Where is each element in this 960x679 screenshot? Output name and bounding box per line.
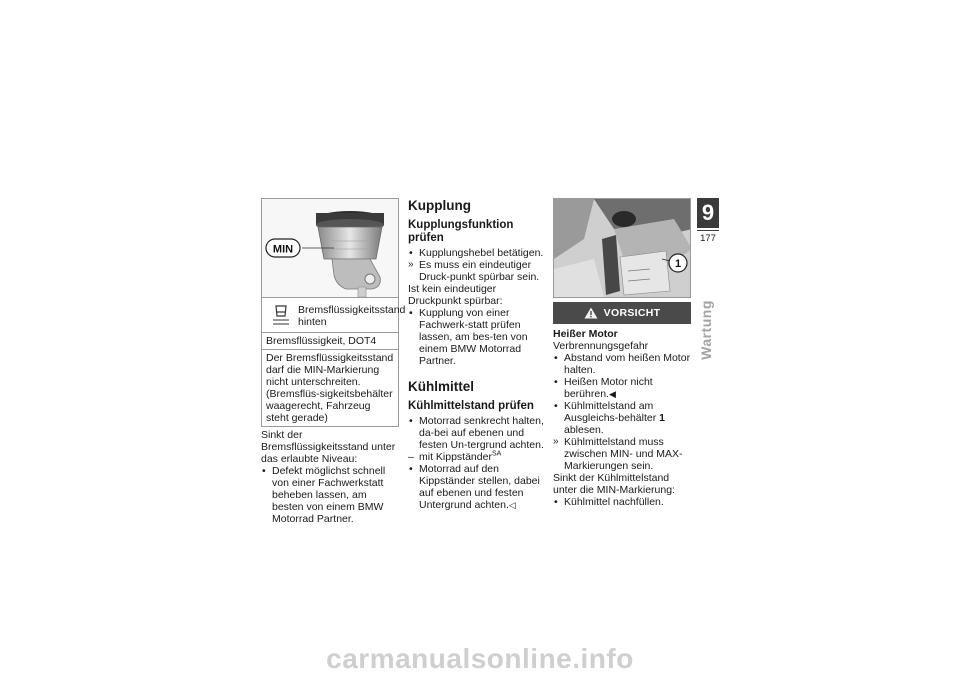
read-step-prefix: Kühlmittelstand am Ausgleichs-behälter [564, 400, 657, 424]
refill-step: • Kühlmittel nachfüllen. [553, 496, 691, 508]
clutch-heading: Kupplung [408, 198, 471, 213]
warning-triangle-icon [584, 307, 598, 319]
coolant-step-1: • Motorrad senkrecht halten, da-bei auf ebenen und festen Un-tergrund achten. [408, 415, 546, 451]
end-mark-icon: ◁ [508, 500, 516, 510]
brake-reservoir-illustration [262, 199, 399, 297]
chapter-number-tab: 9 [697, 198, 719, 228]
brake-reservoir-figure [261, 198, 399, 298]
left-column [261, 198, 406, 525]
brake-fluid-spec-box [261, 298, 406, 427]
hazard-bullet-1: • Abstand vom heißen Motor halten. [553, 352, 691, 376]
fluid-level-icon [270, 304, 292, 326]
coolant-dash [408, 451, 546, 463]
spec-header [262, 298, 406, 332]
caution-label: VORSICHT [603, 307, 661, 319]
spec-fluid: Bremsflüssigkeit, DOT4 [262, 332, 398, 349]
brake-intro: Sinkt der Bremsflüssigkeitsstand unter das erlaubte Niveau: [261, 429, 396, 465]
clutch-action: • Kupplung von einer Fachwerk-statt prüfen lassen, am bes-ten von einem BMW Motorrad Partner. [408, 307, 546, 367]
end-mark-filled-icon: ◀ [608, 389, 616, 399]
hazard-title: Heißer Motor [553, 328, 618, 340]
chapter-title-text: Wartung [698, 300, 714, 360]
min-label: MIN [272, 243, 294, 256]
clutch-subheading: Kupplungsfunktion prüfen [408, 219, 514, 244]
middle-column [408, 198, 546, 511]
coolant-step-2-text: Motorrad auf den Kippständer stellen, dabei auf ebenen und festen Untergrund achten. [419, 463, 540, 511]
hazard-bullet-2-text: Heißen Motor nicht berühren. [564, 376, 653, 400]
read-step [553, 400, 691, 436]
page-number: 177 [700, 233, 716, 244]
caution-bar [553, 302, 691, 324]
watermark: carmanualsonline.info [326, 643, 634, 674]
right-column [553, 198, 691, 508]
chapter-divider [697, 230, 719, 231]
coolant-subheading: Kühlmittelstand prüfen [408, 400, 534, 412]
spec-title: Bremsflüssigkeitsstand hinten [298, 304, 406, 328]
chapter-title [686, 300, 726, 360]
read-step-suffix: ablesen. [564, 424, 604, 436]
hazard-type: Verbrennungsgefahr [553, 340, 649, 352]
clutch-result: » Es muss ein eindeutiger Druck-punkt spürbar sein. [408, 259, 546, 283]
clutch-no-point: Ist kein eindeutiger Druckpunkt spürbar: [408, 283, 503, 307]
brake-bullet: • Defekt möglichst schnell von einer Fachwerkstatt beheben lassen, am besten von einem BMW Motorrad Partner. [261, 465, 399, 525]
spec-note: Der Bremsflüssigkeitsstand darf die MIN-Markierung nicht unterschreiten. (Bremsflüs-sigkeitsbehälter waagerecht, Fahrzeug steht gerade) [262, 349, 398, 426]
coolant-dash-sup: SA [491, 450, 502, 458]
coolant-dash-text: mit Kippständer [419, 451, 492, 463]
hazard-bullet-2 [553, 376, 691, 400]
coolant-step-2 [408, 463, 546, 511]
read-result: » Kühlmittelstand muss zwischen MIN- und MAX-Markierungen sein. [553, 436, 691, 472]
coolant-reservoir-illustration [554, 199, 691, 297]
read-step-number: 1 [659, 412, 665, 424]
coolant-reservoir-figure [553, 198, 691, 298]
below-min: Sinkt der Kühlmittelstand unter die MIN-Markierung: [553, 472, 675, 496]
clutch-step: • Kupplungshebel betätigen. [408, 247, 546, 259]
callout-1: 1 [674, 258, 682, 270]
coolant-heading: Kühlmittel [408, 379, 474, 394]
